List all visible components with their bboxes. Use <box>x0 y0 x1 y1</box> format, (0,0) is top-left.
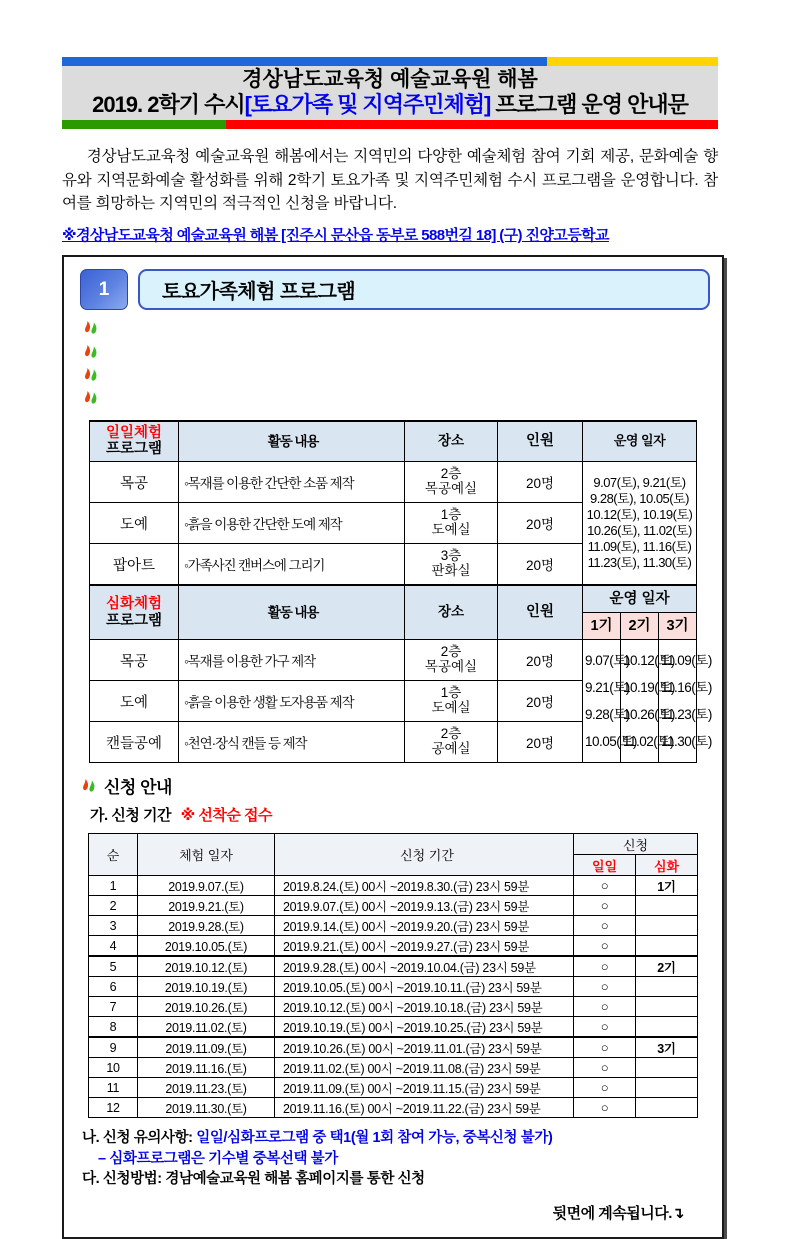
row-number-cell: 11 <box>89 1078 138 1098</box>
term-header-cell: 1기 <box>583 613 621 640</box>
apply-table-row <box>89 1017 698 1038</box>
flame-bullet-icon <box>82 367 99 384</box>
advanced-table-header-dates: 운영 일자 <box>583 585 697 613</box>
term-dates-cell: 10.12(토) 10.19(토) 10.26(토) 11.02(토) <box>621 640 659 763</box>
program-info-item <box>82 365 710 388</box>
experience-date-cell: 2019.9.21.(토) <box>138 896 275 916</box>
capacity-cell: 20명 <box>498 640 583 681</box>
row-number-cell: 4 <box>89 936 138 957</box>
experience-date-cell: 2019.10.19.(토) <box>138 977 275 997</box>
row-number-cell: 5 <box>89 956 138 977</box>
advanced-table-header-capacity: 인원 <box>498 585 583 640</box>
apply-table-row <box>89 876 698 896</box>
capacity-cell: 20명 <box>498 503 583 544</box>
apply-table-row <box>89 1078 698 1098</box>
top-bar-yellow-segment <box>547 57 718 66</box>
capacity-cell: 20명 <box>498 462 583 503</box>
activity-cell: ◦천연·장식 캔들 등 제작 <box>179 722 405 763</box>
activity-cell: ◦목재를 이용한 간단한 소품 제작 <box>179 462 405 503</box>
row-number-cell: 12 <box>89 1098 138 1118</box>
daily-available-cell: ○ <box>574 977 636 997</box>
continue-notice: 뒷면에 계속됩니다.↴ <box>552 1204 684 1222</box>
daily-available-cell: ○ <box>574 1058 636 1078</box>
application-period-cell: 2019.10.12.(토) 00시 ~2019.10.18.(금) 23시 59분 <box>275 997 574 1017</box>
program-name-cell: 도예 <box>90 503 179 544</box>
application-period-cell: 2019.11.02.(토) 00시 ~2019.11.08.(금) 23시 59분 <box>275 1058 574 1078</box>
term-dates-cell: 9.07(토) 9.21(토) 9.28(토) 10.05(토) <box>583 640 621 763</box>
program-name-cell: 캔들공예 <box>90 722 179 763</box>
application-period-cell: 2019.11.16.(토) 00시 ~2019.11.22.(금) 23시 59분 <box>275 1098 574 1118</box>
advanced-table-header-program: 심화체험 프로그램 <box>90 585 179 640</box>
apply-table-row <box>89 956 698 977</box>
capacity-cell: 20명 <box>498 544 583 585</box>
term-header-cell: 3기 <box>659 613 697 640</box>
daily-available-cell: ○ <box>574 1037 636 1058</box>
activity-cell: ◦흙을 이용한 생활 도자용품 제작 <box>179 681 405 722</box>
daily-available-cell: ○ <box>574 936 636 957</box>
daily-available-cell: ○ <box>574 1098 636 1118</box>
row-number-cell: 7 <box>89 997 138 1017</box>
term-dates-cell: 11.09(토) 11.16(토) 11.23(토) 11.30(토) <box>659 640 697 763</box>
banner-top-bar <box>62 57 718 66</box>
apply-table-row <box>89 1037 698 1058</box>
advanced-term-cell: 1기 <box>636 876 698 896</box>
place-cell: 3층 판화실 <box>405 544 498 585</box>
document-title-suffix: 프로그램 운영 안내문 <box>490 92 688 118</box>
application-period-cell: 2019.9.28.(토) 00시 ~2019.10.04.(금) 23시 59분 <box>275 956 574 977</box>
apply-table-row <box>89 896 698 916</box>
top-bar-blue-segment <box>62 57 547 66</box>
advanced-term-cell <box>636 1078 698 1098</box>
note-1 <box>82 1128 710 1149</box>
daily-available-cell: ○ <box>574 956 636 977</box>
activity-cell: ◦가족사진 캔버스에 그리기 <box>179 544 405 585</box>
flame-bullet-icon <box>80 778 104 800</box>
banner-titles <box>62 66 718 120</box>
flame-bullet-icon <box>82 344 99 361</box>
dates-cell: 9.07(토), 9.21(토) 9.28(토), 10.05(토) 10.12(토), 10.19(토) 10.26(토), 11.02(토) 11.09(토), 11.16(토) 11.23(토), 11.30(토) <box>583 462 697 585</box>
daily-table-header-place: 장소 <box>405 421 498 462</box>
row-number-cell: 8 <box>89 1017 138 1038</box>
experience-date-cell: 2019.11.23.(토) <box>138 1078 275 1098</box>
application-period-cell: 2019.8.24.(토) 00시 ~2019.8.30.(금) 23시 59분 <box>275 876 574 896</box>
row-number-cell: 2 <box>89 896 138 916</box>
document-title-prefix: 2019. 2학기 수시 <box>92 92 245 118</box>
advanced-table-row <box>90 640 697 681</box>
note-3: 다. 신청방법: 경남예술교육원 해봄 홈페이지를 통한 신청 <box>82 1171 425 1188</box>
experience-date-cell: 2019.11.09.(토) <box>138 1037 275 1058</box>
apply-subheading <box>90 804 710 825</box>
experience-date-cell: 2019.11.16.(토) <box>138 1058 275 1078</box>
flame-bullet-icon <box>80 778 97 795</box>
experience-date-cell: 2019.11.02.(토) <box>138 1017 275 1038</box>
apply-heading-label: 신청 안내 <box>104 778 172 798</box>
daily-available-cell: ○ <box>574 876 636 896</box>
application-period-cell: 2019.10.19.(토) 00시 ~2019.10.25.(금) 23시 59분 <box>275 1017 574 1038</box>
document-title <box>62 92 718 117</box>
advanced-term-cell: 2기 <box>636 956 698 977</box>
apply-table-row <box>89 977 698 997</box>
section-number-badge: 1 <box>80 269 128 310</box>
advanced-term-cell <box>636 1098 698 1118</box>
row-number-cell: 6 <box>89 977 138 997</box>
banner-bottom-bar <box>62 120 718 129</box>
row-number-cell: 9 <box>89 1037 138 1058</box>
org-title: 경상남도교육청 예술교육원 해봄 <box>242 68 538 91</box>
note-1-detail: 일일/심화프로그램 중 택1(월 1회 참여 가능, 중복신청 불가) <box>196 1130 553 1147</box>
first-come-note: ※ 선착순 접수 <box>180 807 272 825</box>
apply-header-period: 신청 기간 <box>275 834 574 876</box>
apply-header-daily: 일일 <box>574 855 636 876</box>
title-banner <box>62 57 718 129</box>
program-name-cell: 팝아트 <box>90 544 179 585</box>
apply-table-row <box>89 997 698 1017</box>
intro-paragraph: 경상남도교육청 예술교육원 해봄에서는 지역민의 다양한 예술체험 참여 기회 제공, 문화예술 향유와 지역문화예술 활성화를 위해 2학기 토요가족 및 지역주민체험 수시 프로그램을 운영합니다. 참여를 희망하는 지역민의 적극적인 신청을 바랍니다. <box>62 148 718 212</box>
application-period-cell: 2019.9.07.(토) 00시 ~2019.9.13.(금) 23시 59분 <box>275 896 574 916</box>
center-address: ※경상남도교육청 예술교육원 해봄 [진주시 문산읍 동부로 588번길 18] (구) 진양고등학교 <box>62 227 609 245</box>
advanced-term-cell <box>636 1017 698 1038</box>
place-cell: 2층 공예실 <box>405 722 498 763</box>
daily-table-header-dates: 운영 일자 <box>583 421 697 462</box>
apply-table-row <box>89 936 698 957</box>
daily-available-cell: ○ <box>574 997 636 1017</box>
apply-table-row <box>89 916 698 936</box>
application-notes <box>82 1128 710 1190</box>
place-cell: 1층 도예실 <box>405 681 498 722</box>
program-name-cell: 목공 <box>90 462 179 503</box>
program-info-item <box>82 388 710 411</box>
daily-table-header-activity: 활동 내용 <box>179 421 405 462</box>
daily-available-cell: ○ <box>574 896 636 916</box>
program-name-cell: 목공 <box>90 640 179 681</box>
daily-available-cell: ○ <box>574 1017 636 1038</box>
advanced-term-cell <box>636 896 698 916</box>
program-info-list <box>82 318 710 412</box>
program-info-item <box>82 318 710 341</box>
advanced-term-cell: 3기 <box>636 1037 698 1058</box>
page <box>62 57 724 1239</box>
activity-cell: ◦목재를 이용한 가구 제작 <box>179 640 405 681</box>
capacity-cell: 20명 <box>498 681 583 722</box>
row-number-cell: 1 <box>89 876 138 896</box>
activity-cell: ◦흙을 이용한 간단한 도예 제작 <box>179 503 405 544</box>
experience-date-cell: 2019.11.30.(토) <box>138 1098 275 1118</box>
application-period-cell: 2019.9.21.(토) 00시 ~2019.9.27.(금) 23시 59분 <box>275 936 574 957</box>
advanced-term-cell <box>636 1058 698 1078</box>
advanced-table-header-place: 장소 <box>405 585 498 640</box>
section1-title: 토요가족체험 프로그램 <box>138 269 710 310</box>
daily-table-header-capacity: 인원 <box>498 421 583 462</box>
note-2: – 심화프로그램은 기수별 중복선택 불가 <box>98 1150 338 1167</box>
application-period-table <box>88 833 698 1118</box>
term-header-cell: 2기 <box>621 613 659 640</box>
section-box <box>62 255 724 1239</box>
apply-heading <box>80 773 710 798</box>
daily-available-cell: ○ <box>574 1078 636 1098</box>
daily-available-cell: ○ <box>574 916 636 936</box>
note-1-label: 나. 신청 유의사항: <box>82 1130 193 1147</box>
capacity-cell: 20명 <box>498 722 583 763</box>
daily-program-table <box>89 420 697 585</box>
section1-header <box>80 269 710 310</box>
advanced-program-table <box>89 584 712 763</box>
bottom-bar-red-segment <box>226 120 718 129</box>
advanced-term-cell <box>636 977 698 997</box>
experience-date-cell: 2019.10.05.(토) <box>138 936 275 957</box>
row-number-cell: 10 <box>89 1058 138 1078</box>
bottom-bar-green-segment <box>62 120 226 129</box>
flame-bullet-icon <box>82 390 99 407</box>
apply-table-row <box>89 1098 698 1118</box>
daily-table-header-program: 일일체험 프로그램 <box>90 421 179 462</box>
application-period-cell: 2019.10.05.(토) 00시 ~2019.10.11.(금) 23시 59분 <box>275 977 574 997</box>
advanced-term-cell <box>636 936 698 957</box>
advanced-term-cell <box>636 916 698 936</box>
apply-table-row <box>89 1058 698 1078</box>
apply-subheading-label: 가. 신청 기간 <box>90 807 171 825</box>
row-number-cell: 3 <box>89 916 138 936</box>
apply-header-date: 체험 일자 <box>138 834 275 876</box>
flame-bullet-icon <box>82 320 99 337</box>
apply-header-no: 순 <box>89 834 138 876</box>
place-cell: 1층 도예실 <box>405 503 498 544</box>
advanced-term-cell <box>636 997 698 1017</box>
application-period-cell: 2019.10.26.(토) 00시 ~2019.11.01.(금) 23시 59분 <box>275 1037 574 1058</box>
program-info-item <box>82 342 710 365</box>
experience-date-cell: 2019.9.07.(토) <box>138 876 275 896</box>
apply-header-apply: 신청 <box>574 834 698 855</box>
program-name-cell: 도예 <box>90 681 179 722</box>
application-period-cell: 2019.9.14.(토) 00시 ~2019.9.20.(금) 23시 59분 <box>275 916 574 936</box>
place-cell: 2층 목공예실 <box>405 640 498 681</box>
experience-date-cell: 2019.9.28.(토) <box>138 916 275 936</box>
experience-date-cell: 2019.10.12.(토) <box>138 956 275 977</box>
advanced-table-header-activity: 활동 내용 <box>179 585 405 640</box>
application-period-cell: 2019.11.09.(토) 00시 ~2019.11.15.(금) 23시 59분 <box>275 1078 574 1098</box>
place-cell: 2층 목공예실 <box>405 462 498 503</box>
experience-date-cell: 2019.10.26.(토) <box>138 997 275 1017</box>
daily-table-row <box>90 462 697 503</box>
apply-header-advanced: 심화 <box>636 855 698 876</box>
document-title-highlight: [토요가족 및 지역주민체험] <box>244 92 491 118</box>
